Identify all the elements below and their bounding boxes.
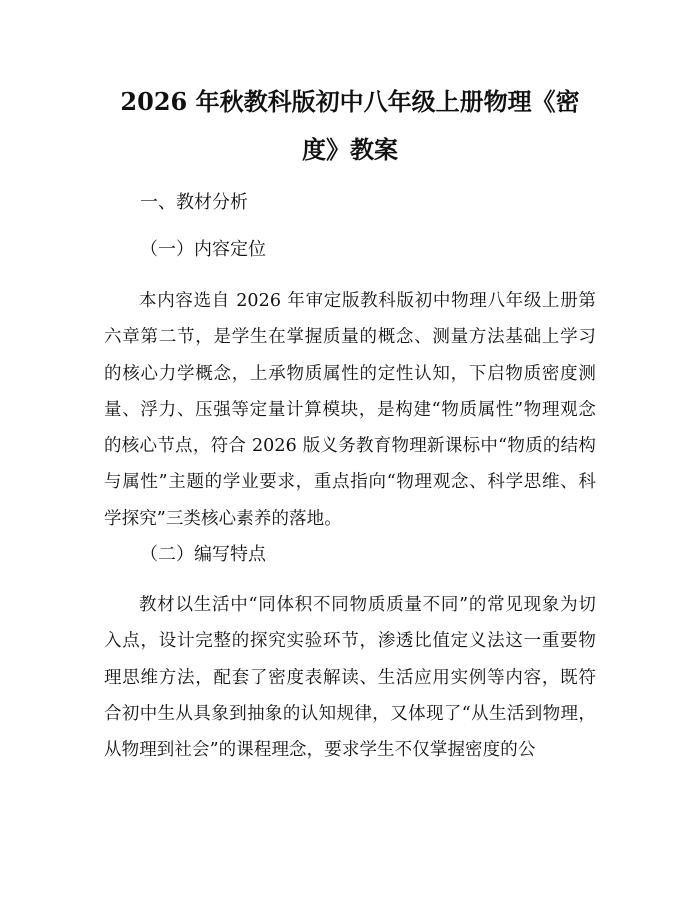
subsection-heading-writing-features: （二）编写特点	[140, 544, 266, 565]
section-heading-textbook-analysis: 一、教材分析	[140, 192, 248, 213]
document-title-line-1: 2026 年秋教科版初中八年级上册物理《密	[120, 87, 580, 116]
document-title-line-2: 度》教案	[302, 135, 398, 164]
paragraph-writing-features: 教材以生活中“同体积不同物质质量不同”的常见现象为切入点，设计完整的探究实验环节，渗透比值定义法这一重要物理思维方法，配套了密度表解读、生活应用实例等内容，既符合初中生从具象到抽象的认知规律，又体现了“从生活到物理，从物理到社会”的课程理念，要求学生不仅掌握密度的公	[104, 595, 596, 761]
subsection-heading-content-positioning: （一）内容定位	[140, 239, 266, 260]
paragraph-content-positioning: 本内容选自 2026 年审定版教科版初中物理八年级上册第六章第二节，是学生在掌握质量的概念、测量方法基础上学习的核心力学概念，上承物质属性的定性认知，下启物质密度测量、浮力、压强等定量计算模块，是构建“物质属性”物理观念的核心节点，符合 2026 版义务教育物理新课标中“物质的结构与属性”主题的学业要求，重点指向“物理观念、科学思维、科学探究”三类核心素养的落地。	[104, 291, 596, 529]
